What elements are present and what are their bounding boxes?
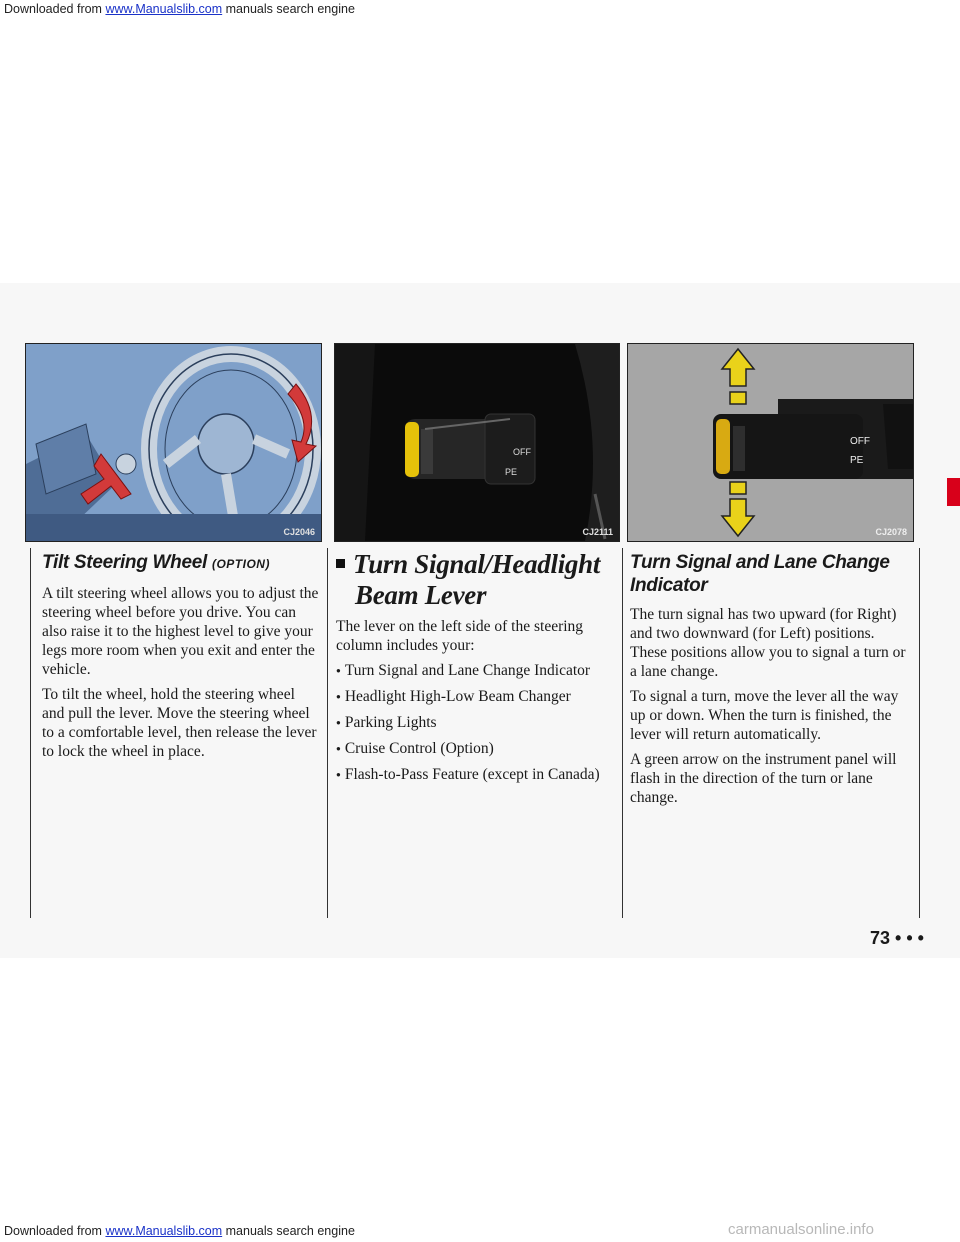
lane-paragraph-2: To signal a turn, move the lever all the way up or down. When the turn is finished, the lever will return automatically. xyxy=(630,688,899,743)
list-item: ● Flash-to-Pass Feature (except in Canada) xyxy=(336,765,616,786)
lever-pe-label: PE xyxy=(505,467,518,477)
lane-paragraph-1: The turn signal has two upward (for Right) and two downward (for Left) positions. These positions allow you to signal a turn or a lane change. xyxy=(630,606,906,680)
lever3-off-label: OFF xyxy=(850,436,870,447)
column-rule-right xyxy=(622,548,623,918)
tilt-steering-illustration xyxy=(25,343,322,542)
manualslib-footer-link[interactable]: www.Manualslib.com xyxy=(105,1224,223,1238)
photo2-code: CJ2111 xyxy=(582,527,613,537)
lane-change-lever-photo xyxy=(627,343,914,542)
section-bullet xyxy=(336,559,345,568)
turn-signal-lever-heading: Turn Signal/Headlight Beam Lever xyxy=(336,549,616,611)
lane-change-section xyxy=(630,551,910,813)
tilt-paragraph-2: To tilt the wheel, hold the steering wheel and pull the lever. Move the steering wheel to a comfortable level, then release the lever to lock the wheel in place. xyxy=(42,686,317,760)
tilt-paragraph-1: A tilt steering wheel allows you to adjust the steering wheel before you drive. You can also raise it to the highest level to give your legs more room when you exit and enter the vehicle. xyxy=(42,585,319,678)
photo1-code: CJ2046 xyxy=(283,527,315,537)
column-rule-left xyxy=(30,548,31,918)
page-number: 73 • • • xyxy=(870,928,924,948)
lever3-pe-label: PE xyxy=(850,455,864,466)
column-rule-middle xyxy=(327,548,328,918)
lane-paragraph-3: A green arrow on the instrument panel will flash in the direction of the turn or lane change. xyxy=(630,751,897,806)
lever-intro: The lever on the left side of the steering column includes your: xyxy=(336,618,584,654)
tilt-steering-heading: Tilt Steering Wheel (OPTION) xyxy=(42,552,270,573)
watermark: carmanualsonline.info xyxy=(728,1221,874,1238)
download-footer: Downloaded from www.Manualslib.com manuals search engine xyxy=(4,1224,355,1238)
lever-off-label: OFF xyxy=(513,447,531,457)
list-item: ● Cruise Control (Option) xyxy=(336,739,616,760)
download-header: Downloaded from www.Manualslib.com manuals search engine xyxy=(4,2,355,16)
list-item: ● Turn Signal and Lane Change Indicator xyxy=(336,661,616,682)
tilt-steering-section xyxy=(42,551,320,767)
lane-change-heading: Turn Signal and Lane Change Indicator xyxy=(630,552,890,596)
lever-feature-list xyxy=(336,661,616,786)
section-tab xyxy=(947,478,960,506)
column-rule-far-right xyxy=(919,548,920,918)
list-item: ● Parking Lights xyxy=(336,713,616,734)
manualslib-link[interactable]: www.Manualslib.com xyxy=(105,2,223,16)
photo3-code: CJ2078 xyxy=(875,527,907,537)
turn-signal-lever-section xyxy=(336,549,616,791)
list-item: ● Headlight High-Low Beam Changer xyxy=(336,687,616,708)
option-tag: (OPTION) xyxy=(211,557,270,571)
turn-signal-lever-photo xyxy=(334,343,620,542)
